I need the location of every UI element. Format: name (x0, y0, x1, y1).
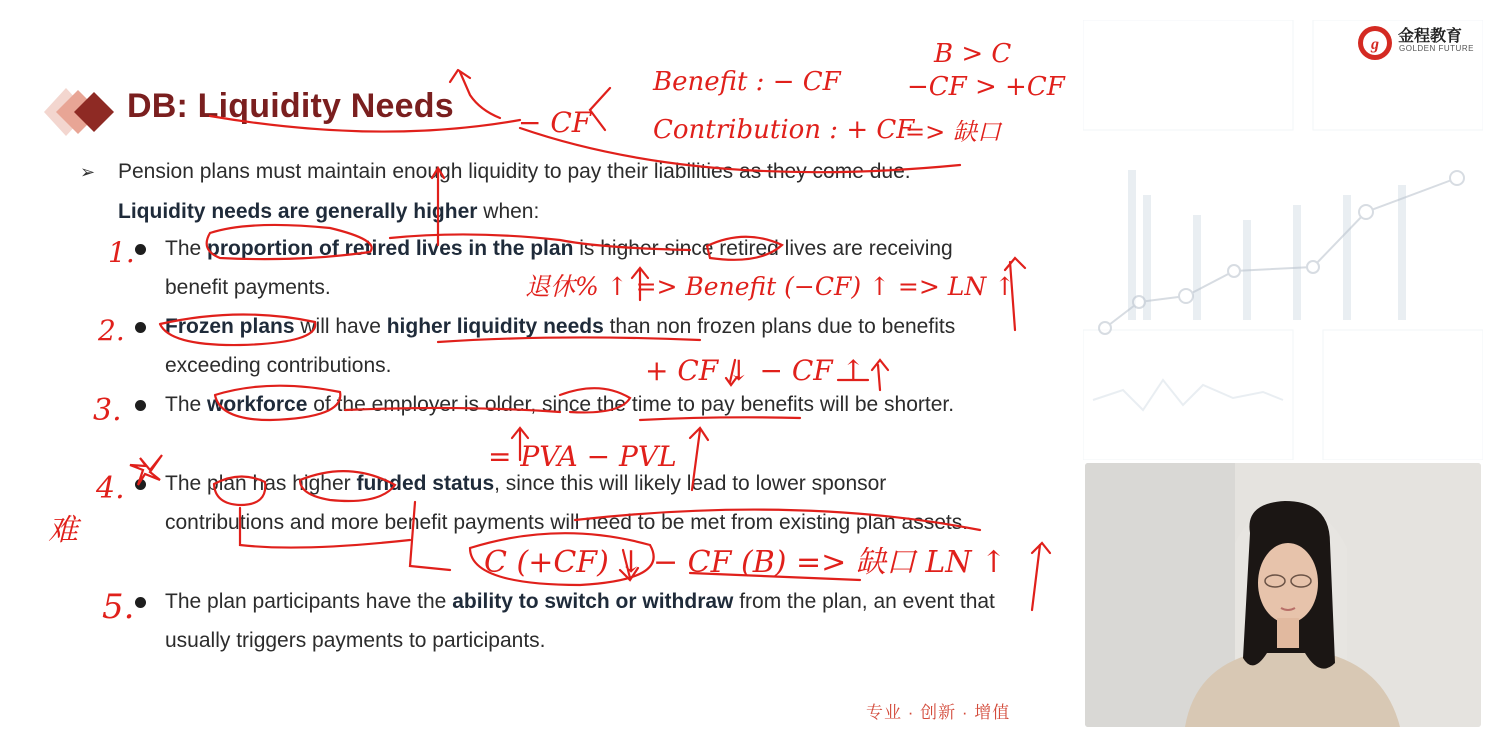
annotation-number-1: 1. (108, 236, 135, 269)
slogan: 专业 · 创新 · 增值 (866, 703, 1011, 722)
presenter-image (1085, 463, 1481, 727)
main-bullet-text-end: when: (477, 200, 540, 223)
title-diamond-icon (44, 88, 124, 136)
list-item: Frozen plans will have higher liquidity needs than non frozen plans due to benefits exceeding contributions. (135, 307, 1005, 385)
main-bullet-text: Pension plans must maintain enough liquidity to pay their liabilities as they come due. (118, 160, 911, 183)
annotation-b-gt-c: B > C (934, 39, 1012, 69)
bullet-dot-icon (135, 244, 146, 255)
annotation-line2: + CF ↓ − CF ↑ (645, 354, 866, 387)
annotation-number-2: 2. (98, 314, 125, 347)
arrow-bullet-icon: ➢ (80, 162, 96, 182)
slide-title: DB: Liquidity Needs (127, 87, 454, 125)
annotation-neg-cf: −CF > +CF (907, 72, 1065, 102)
annotation-difficult: 难 (48, 513, 78, 548)
bullet-dot-icon (135, 479, 146, 490)
logo-name: 金程教育 (1398, 28, 1463, 45)
annotation-title-note: − CF (518, 106, 592, 139)
main-bullet-bold: Liquidity needs are generally higher (118, 200, 478, 223)
annotation-number-4: 4. (96, 471, 125, 506)
annotation-number-5: 5. (102, 587, 135, 627)
bullet-dot-icon (135, 597, 146, 608)
decorative-chart-background (1083, 20, 1483, 460)
list-item: The proportion of retired lives in the plan is higher since retired lives are receiving benefit payments. (135, 229, 1005, 307)
main-bullet (80, 152, 1000, 232)
annotation-line4: C (+CF) ↓ − CF (B) => 缺口 LN ↑ (484, 545, 1007, 580)
annotation-line1: 退休% ↑ => Benefit (−CF) ↑ => LN ↑ (525, 272, 1016, 301)
list-item: The plan has higher funded status, since this will likely lead to lower sponsor contributions and more benefit payments will need to be met from existing plan assets. (135, 464, 1005, 542)
annotation-deficit: => 缺口 (905, 118, 1001, 146)
svg-text:g: g (1371, 36, 1379, 53)
list-item: The plan participants have the ability to switch or withdraw from the plan, an event that usually triggers payments to participants. (135, 582, 1005, 660)
logo-subtitle: GOLDEN FUTURE (1399, 44, 1474, 53)
annotation-line3: = PVA − PVL (488, 440, 677, 473)
annotation-contribution: Contribution : + CF (653, 115, 915, 145)
annotation-number-3: 3. (93, 393, 122, 428)
list-item: The workforce of the employer is older, since the time to pay benefits will be shorter. (135, 385, 1005, 424)
bullet-dot-icon (135, 322, 146, 333)
presenter-video (1085, 463, 1481, 727)
bullet-dot-icon (135, 400, 146, 411)
annotation-benefit: Benefit : − CF (653, 67, 841, 97)
golden-future-logo-icon (1356, 24, 1394, 62)
